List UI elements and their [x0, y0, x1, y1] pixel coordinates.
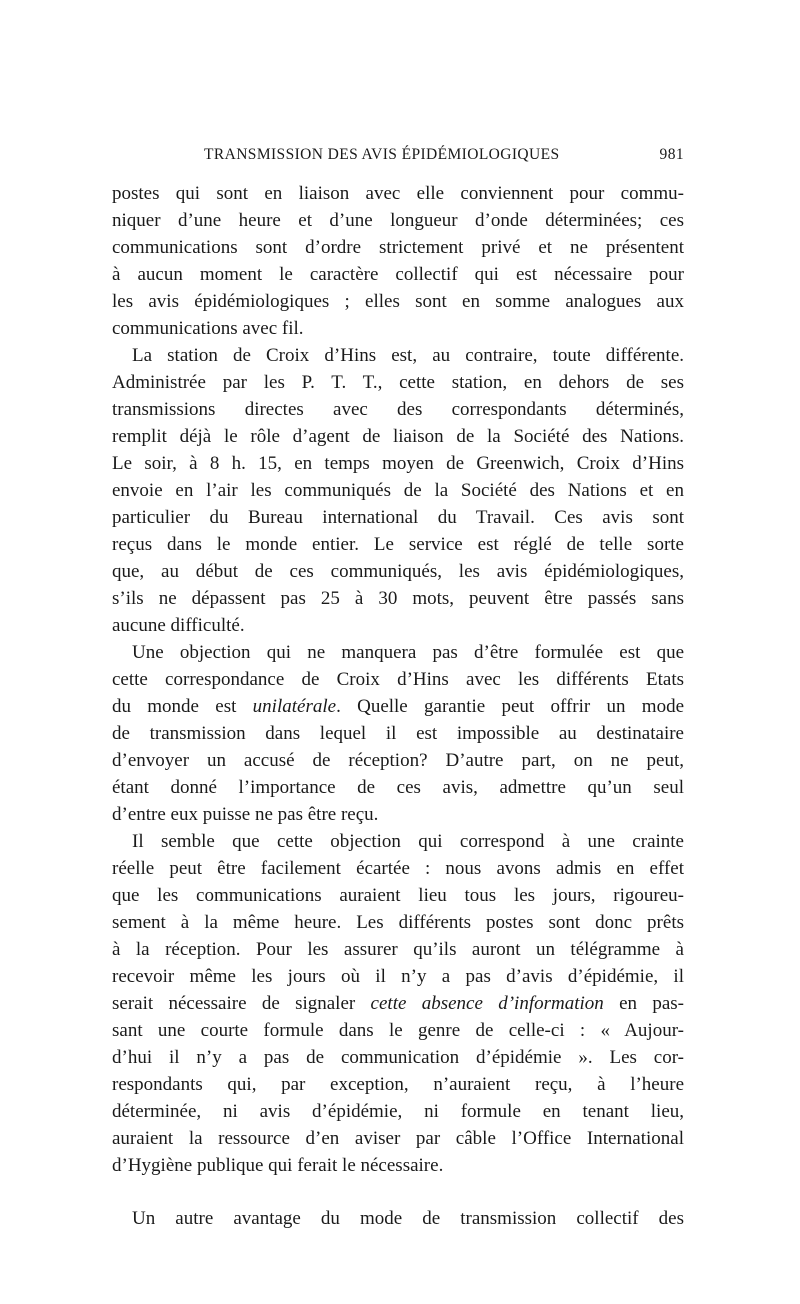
page-number: 981 — [659, 146, 684, 163]
text-line: communications sont d’ordre strictement privé et ne présentent — [112, 237, 684, 258]
text-line: d’hui il n’y a pas de communication d’épidémie ». Les cor- — [112, 1047, 684, 1068]
italic-emphasis: cette absence d’information — [370, 993, 604, 1014]
text-line: La station de Croix d’Hins est, au contraire, toute différente. — [132, 345, 684, 366]
text-line: recevoir même les jours où il n’y a pas d’avis d’épidémie, il — [112, 966, 684, 987]
text-line: auraient la ressource d’en aviser par câble l’Office International — [112, 1128, 684, 1149]
text-line: aucune difficulté. — [112, 615, 245, 636]
italic-emphasis: unilatérale — [252, 696, 337, 717]
text-segment: du monde est — [112, 696, 253, 717]
paragraph — [112, 342, 684, 639]
text-line: niquer d’une heure et d’une longueur d’onde déterminées; ces — [112, 210, 684, 231]
text-line: les avis épidémiologiques ; elles sont en somme analogues aux — [112, 291, 684, 312]
text-line: que les communications auraient lieu tous les jours, rigoureu- — [112, 885, 684, 906]
paragraph — [112, 1205, 684, 1232]
text-line: d’Hygiène publique qui ferait le nécessaire. — [112, 1155, 444, 1176]
text-line: d’entre eux puisse ne pas être reçu. — [112, 804, 379, 825]
text-segment: serait nécessaire de signaler — [112, 993, 371, 1014]
text-line: sant une courte formule dans le genre de celle-ci : « Aujour- — [112, 1020, 684, 1041]
text-segment: en pas- — [603, 993, 684, 1014]
text-line — [112, 693, 684, 720]
text-line: envoie en l’air les communiqués de la Société des Nations et en — [112, 480, 684, 501]
text-line: particulier du Bureau international du Travail. Ces avis sont — [112, 507, 684, 528]
text-line: postes qui sont en liaison avec elle conviennent pour commu- — [112, 183, 684, 204]
text-line: transmissions directes avec des correspondants déterminés, — [112, 399, 684, 420]
text-line: Administrée par les P. T. T., cette station, en dehors de ses — [112, 372, 684, 393]
text-line: s’ils ne dépassent pas 25 à 30 mots, peuvent être passés sans — [112, 588, 684, 609]
section-gap — [112, 1179, 684, 1205]
text-line: sement à la même heure. Les différents postes sont donc prêts — [112, 912, 684, 933]
text-line: de transmission dans lequel il est impossible au destinataire — [112, 723, 684, 744]
paragraph — [112, 828, 684, 1179]
running-header — [112, 146, 684, 170]
text-line: Le soir, à 8 h. 15, en temps moyen de Greenwich, Croix d’Hins — [112, 453, 684, 474]
text-line: à aucun moment le caractère collectif qui est nécessaire pour — [112, 264, 684, 285]
running-title: TRANSMISSION DES AVIS ÉPIDÉMIOLOGIQUES — [204, 146, 560, 163]
paragraph — [112, 639, 684, 828]
text-line: cette correspondance de Croix d’Hins avec les différents Etats — [112, 669, 684, 690]
text-line: déterminée, ni avis d’épidémie, ni formule en tenant lieu, — [112, 1101, 684, 1122]
text-line: d’envoyer un accusé de réception? D’autre part, on ne peut, — [112, 750, 684, 771]
text-line: remplit déjà le rôle d’agent de liaison de la Société des Nations. — [112, 426, 684, 447]
text-line: étant donné l’importance de ces avis, admettre qu’un seul — [112, 777, 684, 798]
text-line: reçus dans le monde entier. Le service est réglé de telle sorte — [112, 534, 684, 555]
text-line: Une objection qui ne manquera pas d’être formulée est que — [132, 642, 684, 663]
text-line: communications avec fil. — [112, 318, 304, 339]
body-text — [112, 180, 684, 1232]
text-line: respondants qui, par exception, n’auraient reçu, à l’heure — [112, 1074, 684, 1095]
paragraph — [112, 180, 684, 342]
text-line: Un autre avantage du mode de transmission collectif des — [132, 1208, 684, 1229]
text-line: que, au début de ces communiqués, les avis épidémiologiques, — [112, 561, 684, 582]
text-line — [112, 990, 684, 1017]
text-line: réelle peut être facilement écartée : nous avons admis en effet — [112, 858, 684, 879]
text-line: Il semble que cette objection qui correspond à une crainte — [132, 831, 684, 852]
text-segment: . Quelle garantie peut offrir un mode — [336, 696, 684, 717]
text-line: à la réception. Pour les assurer qu’ils auront un télégramme à — [112, 939, 684, 960]
